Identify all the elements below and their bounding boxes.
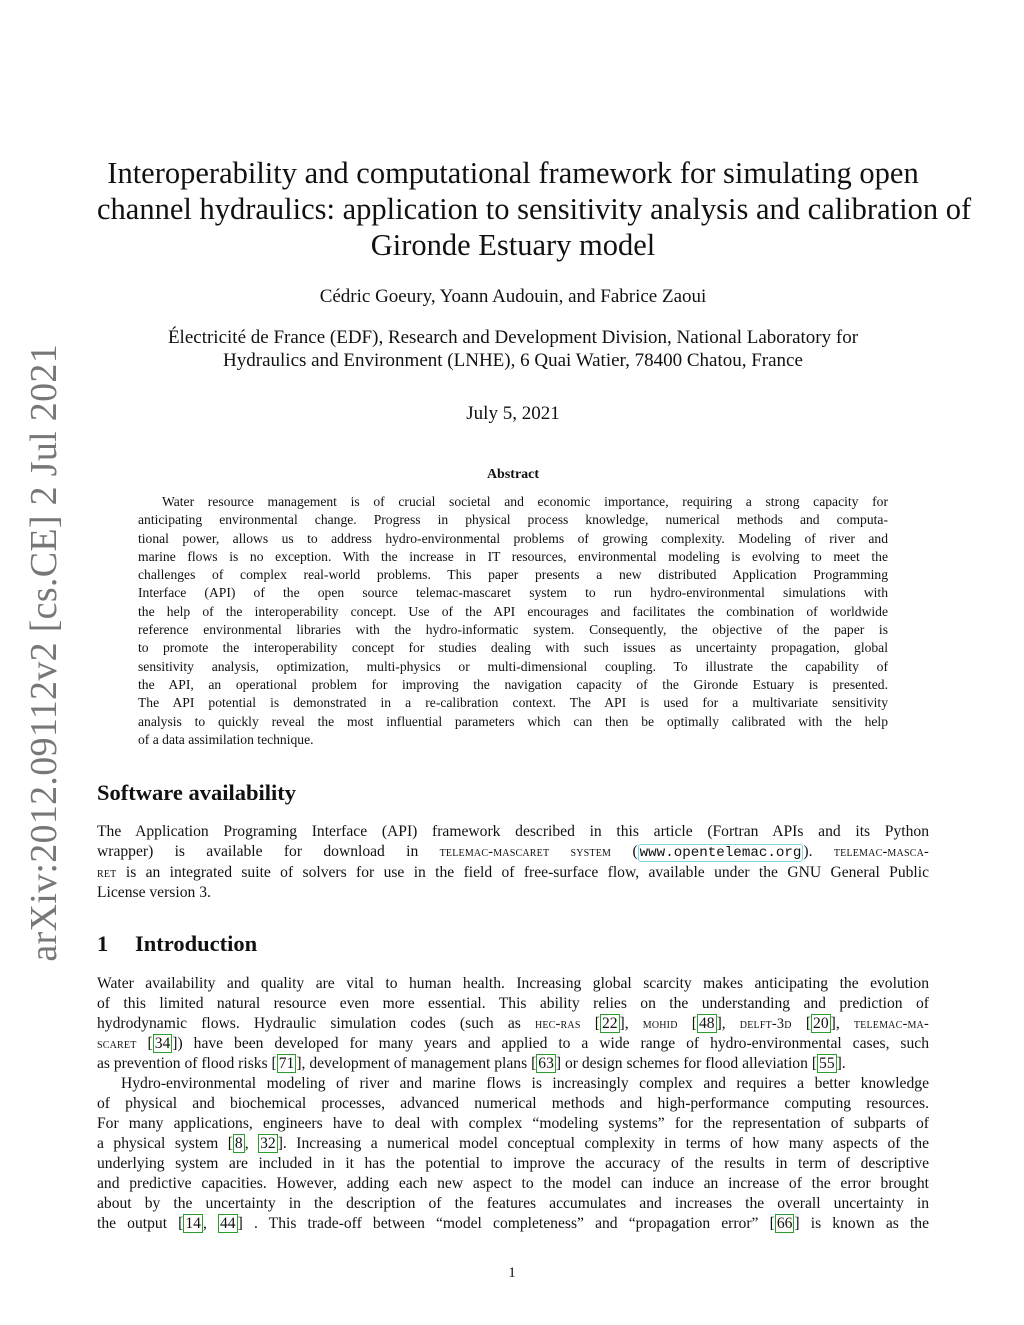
text-run: as prevention of flood risks	[97, 1055, 268, 1072]
abstract-line: anticipating environmental change. Progress in physical process knowledge, numerical methods and computa-	[138, 512, 888, 528]
citation-link[interactable]: 32	[260, 1135, 276, 1152]
text-run: is known as the	[810, 1215, 930, 1232]
introduction-body	[97, 974, 929, 1234]
section-title: Introduction	[135, 931, 258, 956]
body-line: underlying system are included in it has the potential to improve the accuracy of the results in term of descriptive	[97, 1155, 929, 1172]
body-line	[97, 842, 929, 863]
citation-group: [ 55 ].	[811, 1055, 846, 1072]
section-number: 1	[97, 931, 109, 956]
body-line: and predictive capacities. However, adding each new aspect to the model can induce an increase of the error brought	[97, 1175, 929, 1192]
body-line	[97, 863, 929, 883]
text-run: ) have been developed for many years and applied to a wide range of hydro-environmental cases, such	[177, 1035, 930, 1052]
abstract-heading: Abstract	[486, 467, 540, 482]
citation-link[interactable]: 63	[538, 1055, 554, 1072]
abstract-line: sensitivity analysis, optimization, multi-physics or multi-dimensional coupling. To illustrate the capability of	[138, 658, 888, 674]
citation-link[interactable]: 66	[776, 1215, 793, 1232]
abstract-line: the help of the interoperability concept. Use of the API encourages and facilitates the combination of worldwide	[138, 603, 888, 619]
citation-group: [ 71 ]	[271, 1055, 302, 1072]
citation-link[interactable]: 48	[698, 1015, 715, 1032]
body-line	[97, 1134, 929, 1154]
body-line	[97, 1034, 929, 1054]
telemac-name: telemac-masca-	[833, 844, 929, 860]
text-run: . This trade-off between “model completeness” and “propagation error”	[253, 1215, 759, 1232]
citation-link[interactable]: 44	[220, 1215, 236, 1232]
telemac-name: ret	[97, 865, 117, 881]
body-line: For many applications, engineers have to deal with complex “modeling systems” for the representation of subparts of	[97, 1115, 929, 1132]
affiliation-line: Hydraulics and Environment (LNHE), 6 Quai Watier, 78400 Chatou, France	[223, 350, 803, 371]
abstract-line: analysis to quickly reveal the most influential parameters which can then be optimally calibrated with the help	[138, 713, 888, 729]
title-line: Interoperability and computational framework for simulating open	[107, 156, 919, 190]
body-line: Hydro-environmental modeling of river and marine flows is increasingly complex and requires a better knowledge	[121, 1075, 929, 1092]
text-run: wrapper) is available for download in	[97, 843, 419, 860]
abstract-line: marine flows is no exception. With the increase in IT resources, environmental modeling is evolving to meet the	[138, 548, 888, 564]
abstract-line: Water resource management is of crucial societal and economic importance, requiring a strong capacity for	[162, 494, 888, 509]
body-line	[97, 1014, 929, 1034]
software-availability-paragraph	[97, 822, 929, 903]
arxiv-identifier	[19, 344, 69, 962]
citation-link[interactable]: 8	[234, 1135, 243, 1152]
text-run: , development of management plans	[301, 1055, 528, 1072]
citation-link[interactable]: 55	[819, 1055, 835, 1072]
citation-link[interactable]: 20	[813, 1015, 829, 1032]
body-line: License version 3.	[97, 884, 211, 901]
citation-link[interactable]: 22	[601, 1015, 618, 1032]
citation-group: [ 63 ]	[531, 1055, 562, 1072]
abstract-line: tional power, allows us to address hydro-environmental problems of growing complexity. Modeling of river and	[138, 530, 888, 546]
abstract-line: the API, an operational problem for improving the navigation capacity of the Gironde Estuary is presented.	[138, 676, 888, 692]
software-name: scaret	[97, 1036, 137, 1052]
body-line: of this limited natural resource even more essential. This ability relies on the understanding and prediction of	[97, 995, 929, 1012]
affiliation-line: Électricité de France (EDF), Research and Development Division, National Laboratory for	[167, 327, 859, 348]
body-line: of physical and biochemical processes, advanced numerical methods and high-performance computing resources.	[97, 1095, 929, 1112]
citation-link[interactable]: 71	[278, 1055, 295, 1072]
software-name: delft-3d	[739, 1016, 792, 1032]
software-name: mohid	[642, 1016, 678, 1032]
citation-group: [ 22 ],	[594, 1015, 629, 1032]
abstract-line: of a data assimilation technique.	[138, 731, 314, 747]
body-line: about by the uncertainty in the description of the features accumulates and increases the overall uncertainty in	[97, 1195, 929, 1212]
title-line: Gironde Estuary model	[370, 228, 656, 262]
citation-link[interactable]: 34	[154, 1035, 171, 1052]
abstract-body	[138, 493, 888, 749]
arxiv-id-text: arXiv:2012.09112v2 [cs.CE] 2 Jul 2021	[23, 344, 65, 962]
citation-link[interactable]: 14	[185, 1215, 201, 1232]
text-run: a physical system	[97, 1135, 219, 1152]
opentelemac-link[interactable]: www.opentelemac.org	[639, 845, 802, 861]
body-line	[97, 1054, 929, 1074]
citation-group: [ 8 , 32 ]	[227, 1135, 283, 1152]
software-name: telemac-ma-	[853, 1016, 929, 1032]
publication-date: July 5, 2021	[466, 403, 560, 424]
citation-group: [ 20 ],	[805, 1015, 840, 1032]
abstract-line: to promote the interoperability concept for studies dealing with such issues as uncertainty propagation, global	[138, 640, 888, 656]
text-run: ).	[803, 843, 813, 860]
introduction-heading	[97, 931, 257, 957]
citation-group: [ 48 ],	[691, 1015, 726, 1032]
text-run: hydrodynamic flows. Hydraulic simulation codes (such as	[97, 1015, 521, 1032]
page-number: 1	[508, 1265, 516, 1281]
text-run: is an integrated suite of solvers for use in the field of free-surface flow, available under the GNU General Public	[125, 864, 929, 881]
text-run: the output	[97, 1215, 168, 1232]
body-line	[97, 1214, 929, 1234]
citation-group: [ 66 ]	[769, 1215, 800, 1232]
text-run: (	[632, 843, 638, 860]
title-line: channel hydraulics: application to sensitivity analysis and calibration of	[97, 192, 972, 226]
software-availability-heading: Software availability	[97, 780, 296, 805]
abstract-line: Interface (API) of the open source telemac-mascaret system to run hydro-environmental simulations with	[138, 585, 888, 601]
abstract-line: challenges of complex real-world problems. This paper presents a new distributed Application Programming	[138, 567, 888, 583]
software-name: hec-ras	[534, 1016, 581, 1032]
url-group	[632, 843, 812, 860]
citation-group: scaret [ 34 ]	[97, 1035, 178, 1052]
authors: Cédric Goeury, Yoann Audouin, and Fabrice Zaoui	[319, 286, 707, 307]
abstract-line: reference environmental libraries with the hydro-informatic system. Consequently, the objective of the paper is	[138, 622, 888, 638]
citation-group: [ 14 , 44 ]	[178, 1215, 243, 1232]
telemac-name: telemac-mascaret system	[439, 844, 612, 860]
body-line: Water availability and quality are vital to human health. Increasing global scarcity makes anticipating the evolution	[97, 975, 929, 992]
body-line: The Application Programing Interface (API) framework described in this article (Fortran APIs and its Python	[97, 823, 929, 840]
affiliation	[97, 326, 929, 372]
paper-title	[97, 155, 972, 263]
text-run: . Increasing a numerical model conceptual complexity in terms of how many aspects of the	[282, 1135, 929, 1152]
text-run: or design schemes for flood alleviation	[564, 1055, 808, 1072]
abstract-line: The API potential is demonstrated in a re-calibration context. The API is used for a multivariate sensitivity	[138, 695, 888, 711]
